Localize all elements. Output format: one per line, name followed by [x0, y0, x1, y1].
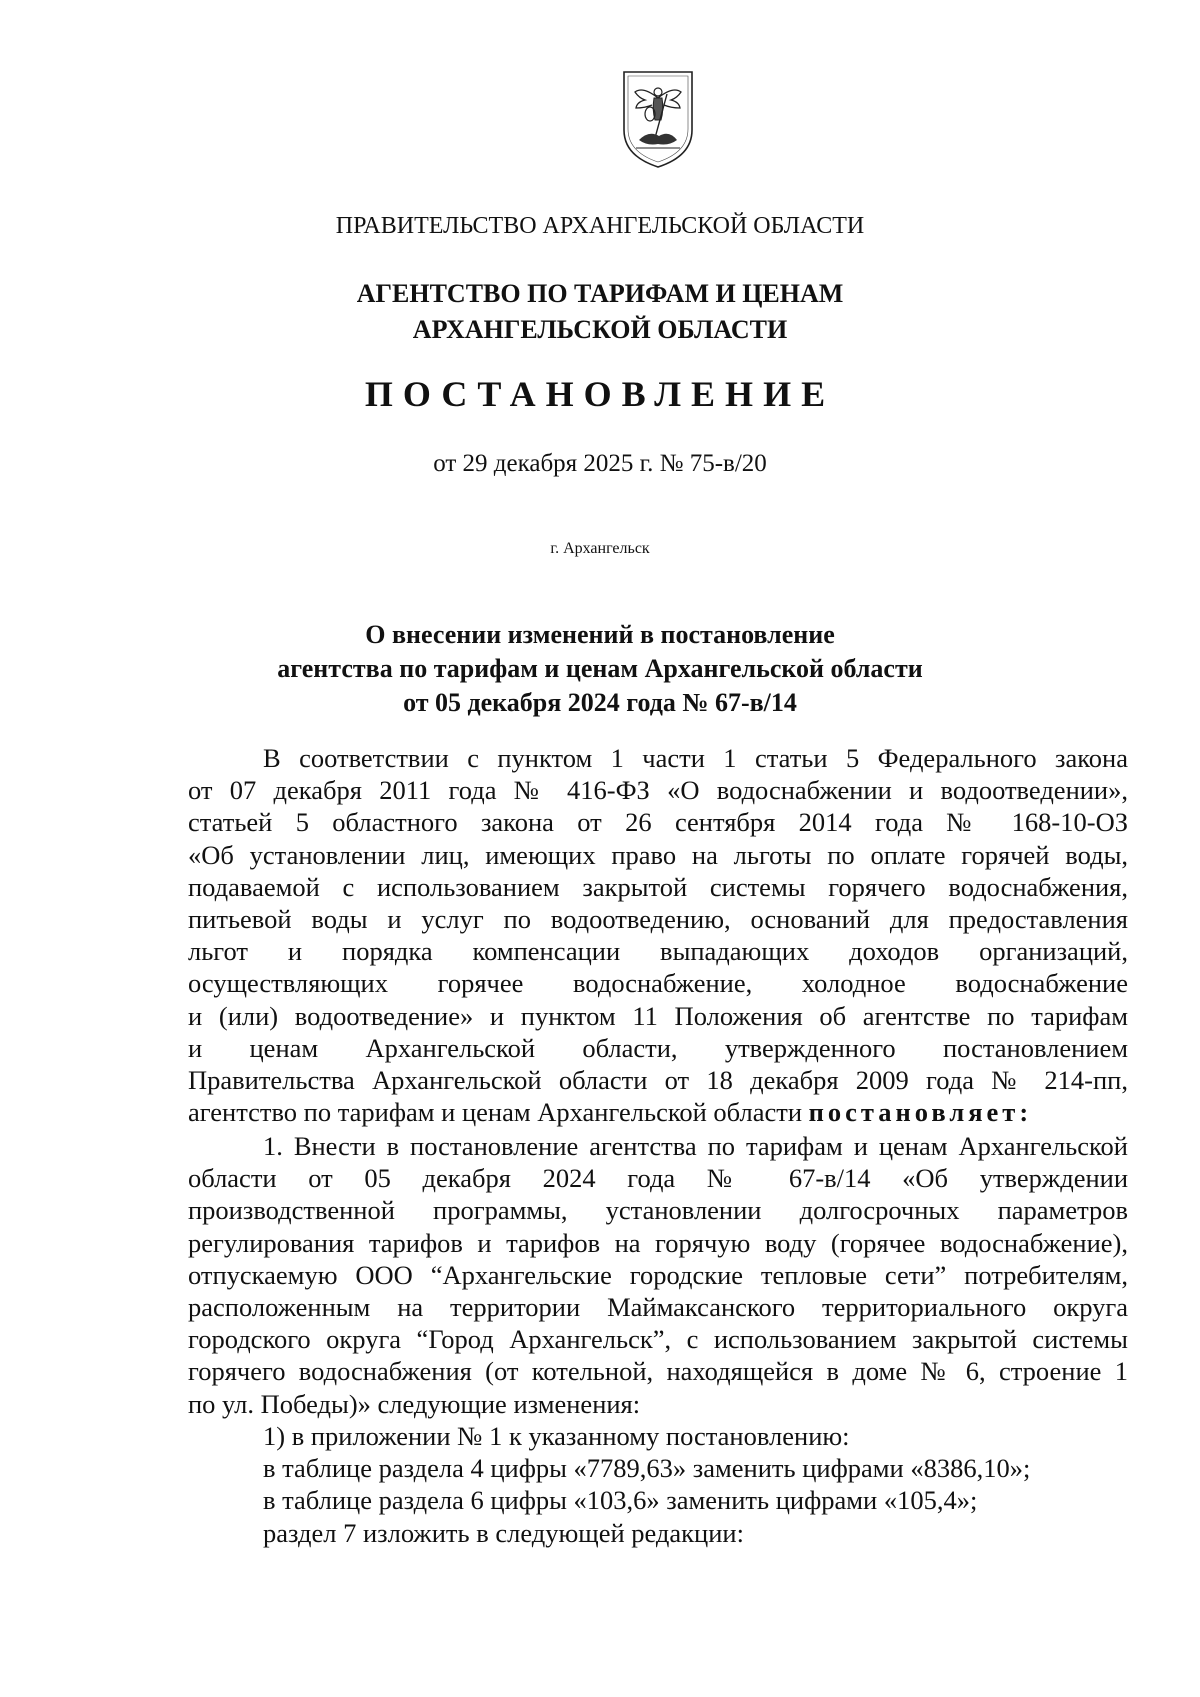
decree-word: постановляет: [808, 1097, 1033, 1128]
preamble-line: Правительства Архангельской области от 18 декабря 2009 года № 214-пп, [188, 1064, 1128, 1095]
subitem-appendix-1: 1) в приложении № 1 к указанному постановлению: [263, 1421, 850, 1451]
preamble-line: от 07 декабря 2011 года № 416-ФЗ «О водоснабжении и водоотведении», [188, 775, 1128, 806]
subitem-section-4-change: в таблице раздела 4 цифры «7789,63» заменить цифрами «8386,10»; [263, 1453, 1031, 1483]
item-1-paragraph [188, 1130, 1128, 1420]
preamble-line: питьевой воды и услуг по водоотведению, оснований для предоставления [188, 903, 1128, 934]
government-name: ПРАВИТЕЛЬСТВО АРХАНГЕЛЬСКОЙ ОБЛАСТИ [335, 213, 865, 239]
document-title [0, 618, 1200, 720]
item-1-line: городского округа “Город Архангельск”, с использованием закрытой системы [188, 1324, 1128, 1355]
preamble-last-line [188, 1096, 1128, 1128]
item-1-line: регулирования тарифов и тарифов на горячую воду (горячее водоснабжение), [188, 1227, 1128, 1258]
item-1-line: по ул. Победы)» следующие изменения: [188, 1388, 641, 1419]
coat-of-arms-icon [621, 68, 695, 170]
item-1-line: горячего водоснабжения (от котельной, находящейся в доме № 6, строение 1 [188, 1356, 1128, 1387]
item-1-line: производственной программы, установлении долгосрочных параметров [188, 1195, 1128, 1226]
item-1-line: отпускаемую ООО “Архангельские городские тепловые сети” потребителям, [188, 1259, 1128, 1290]
preamble-line: осуществляющих горячее водоснабжение, холодное водоснабжение [188, 968, 1128, 999]
document-city: г. Архангельск [550, 540, 650, 557]
preamble-line: льгот и порядка компенсации выпадающих доходов организаций, [188, 936, 1128, 967]
item-1-line: области от 05 декабря 2024 года № 67-в/14 «Об утверждении [188, 1163, 1128, 1194]
subitem-section-6-change: в таблице раздела 6 цифры «103,6» заменить цифрами «105,4»; [263, 1485, 978, 1515]
item-1-line: расположенным на территории Маймаксанского территориального округа [188, 1291, 1128, 1322]
preamble-last-line-text: агентство по тарифам и ценам Архангельской области [188, 1097, 809, 1128]
agency-name-line-1: АГЕНТСТВО ПО ТАРИФАМ И ЦЕНАМ [356, 279, 844, 308]
preamble-paragraph [188, 742, 1128, 1128]
document-title-line-3: от 05 декабря 2024 года № 67-в/14 [403, 688, 797, 717]
document-title-line-1: О внесении изменений в постановление [365, 620, 835, 649]
coat-of-arms-emblem [621, 68, 695, 170]
document-type: ПОСТАНОВЛЕНИЕ [364, 374, 836, 414]
preamble-line: «Об установлении лиц, имеющих право на льготы по оплате горячей воды, [188, 839, 1128, 870]
preamble-line: и (или) водоотведение» и пунктом 11 Положения об агентстве по тарифам [188, 1000, 1128, 1031]
agency-name [0, 276, 1200, 348]
preamble-line: подаваемой с использованием закрытой системы горячего водоснабжения, [188, 871, 1128, 902]
preamble-line: В соответствии с пунктом 1 части 1 статьи 5 Федерального закона [263, 743, 1128, 773]
agency-name-line-2: АРХАНГЕЛЬСКОЙ ОБЛАСТИ [412, 315, 788, 344]
preamble-line: статьей 5 областного закона от 26 сентября 2014 года № 168-10-ОЗ [188, 807, 1128, 838]
document-title-line-2: агентства по тарифам и ценам Архангельской области [277, 654, 923, 683]
document-date-number: от 29 декабря 2025 г. № 75-в/20 [433, 450, 767, 477]
item-1-line: 1. Внести в постановление агентства по тарифам и ценам Архангельской [263, 1131, 1128, 1161]
preamble-line: и ценам Архангельской области, утвержденного постановлением [188, 1032, 1128, 1063]
subitem-section-7-restate: раздел 7 изложить в следующей редакции: [263, 1518, 744, 1548]
